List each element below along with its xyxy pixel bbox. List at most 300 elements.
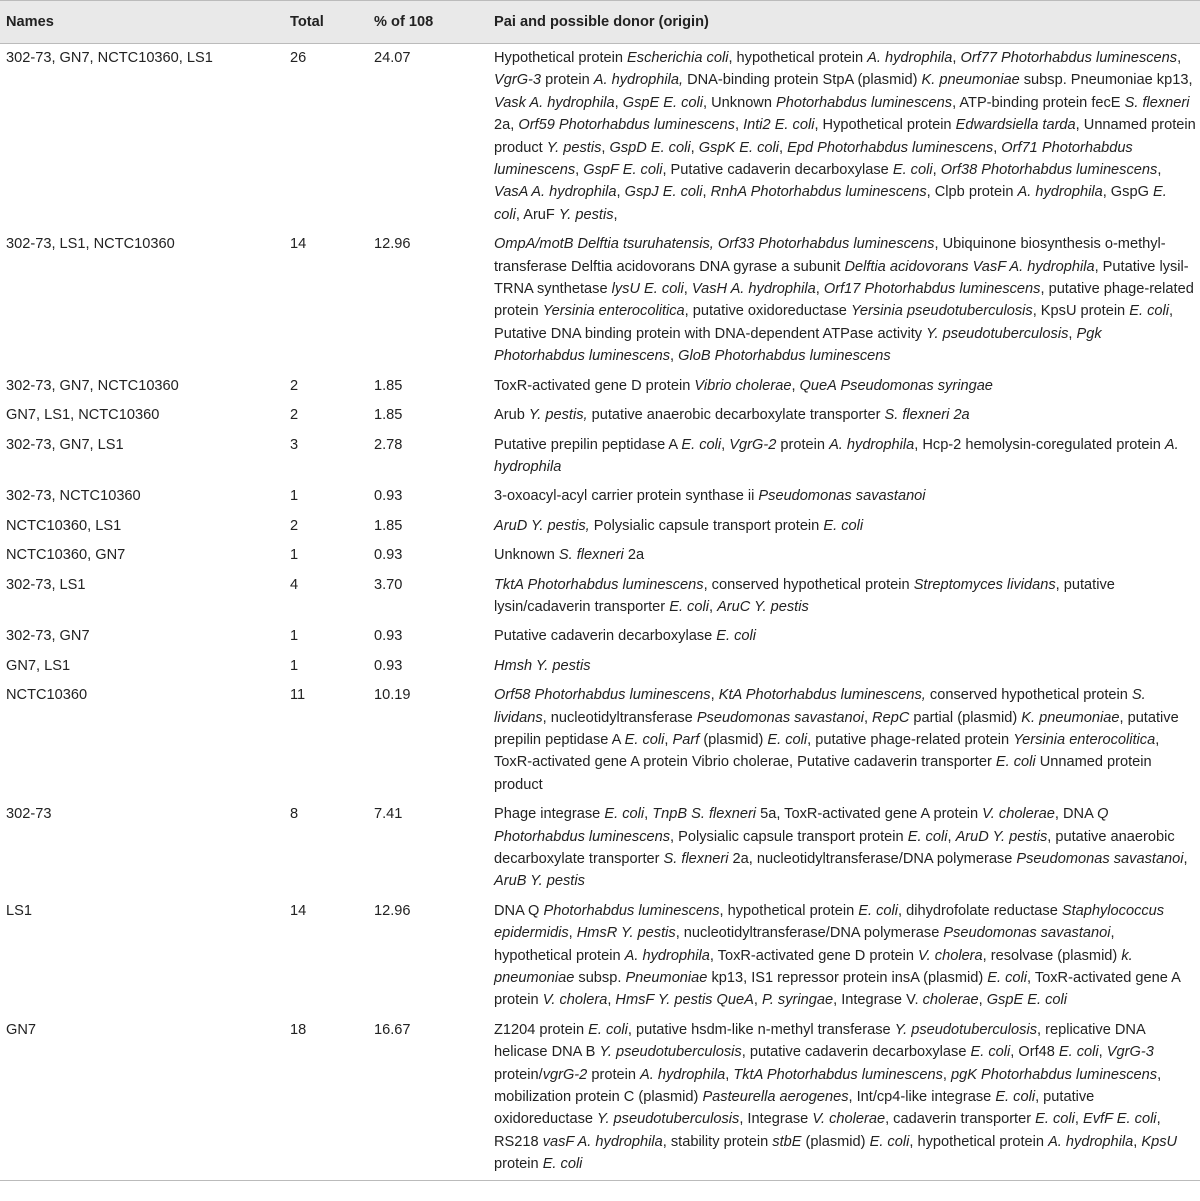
- italic-text: E. coli: [681, 436, 722, 453]
- text-segment: Z1204 protein: [494, 1021, 589, 1038]
- text-segment: Unnamed protein product: [494, 754, 1152, 793]
- italic-text: VgrG-2: [729, 436, 777, 453]
- italic-text: Y. pseudotuberculosis: [926, 325, 1069, 342]
- text-segment: protein: [587, 1066, 641, 1083]
- italic-text: E. coli: [1058, 1044, 1099, 1061]
- text-segment: Arub: [494, 407, 529, 424]
- italic-text: E. coli: [494, 184, 1167, 223]
- italic-text: P. syringae: [761, 992, 834, 1009]
- text-segment: , Hypothetical protein: [814, 117, 956, 134]
- table-row: [0, 1016, 1200, 1180]
- table-row: [0, 681, 1200, 800]
- italic-text: S. lividans: [494, 687, 1146, 726]
- italic-text: VasH A. hydrophila: [691, 281, 816, 298]
- italic-text: Vask A. hydrophila: [494, 94, 615, 111]
- italic-text: Pseudomonas savastanoi: [696, 709, 864, 726]
- italic-text: A. hydrophila: [494, 436, 1179, 475]
- italic-text: GspJ E. coli: [624, 184, 703, 201]
- italic-text: A. hydrophila: [1048, 1133, 1134, 1150]
- table-header-row: [0, 1, 1200, 44]
- table-row: [0, 800, 1200, 897]
- italic-text: Pgk Photorhabdus luminescens: [494, 325, 1102, 365]
- names-cell: NCTC10360, LS1: [6, 517, 122, 534]
- italic-text: Inti2 E. coli: [743, 117, 815, 134]
- italic-text: Q Photorhabdus luminescens: [494, 806, 1109, 845]
- italic-text: VasA A. hydrophila: [494, 184, 617, 201]
- total-cell: 11: [290, 687, 306, 704]
- italic-text: Escherichia coli: [627, 50, 729, 66]
- text-segment: , resolvase (plasmid): [982, 947, 1122, 964]
- italic-text: Yersinia pseudotuberculosis: [850, 303, 1033, 320]
- text-segment: , KpsU protein: [1032, 303, 1130, 320]
- text-segment: ,: [993, 139, 1002, 156]
- text-segment: , ToxR-activated gene A protein Vibrio cholerae, Putative cadaverin transporter: [494, 731, 1160, 771]
- text-segment: , GspG: [1102, 184, 1153, 201]
- italic-text: E. coli: [588, 1021, 628, 1038]
- header-total: Total: [284, 1, 368, 44]
- text-segment: , hypothetical protein: [719, 902, 859, 919]
- text-segment: ,: [670, 348, 679, 365]
- total-cell: 14: [290, 902, 307, 919]
- italic-text: GloB Photorhabdus luminescens: [678, 348, 891, 365]
- donor-cell: [488, 1016, 1200, 1180]
- text-segment: ,: [952, 50, 961, 66]
- italic-text: RepC: [872, 709, 910, 726]
- percent-cell: 10.19: [374, 687, 411, 704]
- text-segment: ,: [942, 1066, 951, 1083]
- names-cell: 302-73, GN7, NCTC10360: [6, 377, 179, 394]
- italic-text: GspE E. coli: [986, 992, 1067, 1009]
- italic-text: KpsU: [1141, 1133, 1178, 1150]
- total-cell: 26: [290, 50, 307, 66]
- text-segment: ,: [947, 828, 956, 845]
- text-segment: , RS218: [494, 1111, 1161, 1150]
- italic-text: E. coli: [716, 628, 757, 645]
- donor-cell: [488, 652, 1200, 681]
- italic-text: lysU E. coli: [611, 281, 684, 298]
- text-segment: Hypothetical protein: [494, 50, 628, 66]
- text-segment: ,: [791, 377, 800, 394]
- text-segment: ,: [815, 281, 824, 298]
- total-cell: 18: [284, 1016, 368, 1180]
- italic-text: Y. pestis: [546, 139, 602, 156]
- total-cell: 8: [290, 806, 299, 823]
- text-segment: ,: [725, 1066, 734, 1083]
- text-segment: ,: [1074, 1111, 1084, 1128]
- percent-cell: 1.85: [374, 407, 403, 424]
- italic-text: Edwardsiella tarda: [955, 117, 1076, 134]
- text-segment: putative anaerobic decarboxylate transporter: [587, 407, 885, 424]
- text-segment: (plasmid): [801, 1133, 870, 1150]
- table-row: [0, 512, 1200, 541]
- italic-text: E. coli: [669, 598, 709, 615]
- text-segment: , putative prepilin peptidase A: [494, 709, 1179, 748]
- text-segment: , cadaverin transporter: [885, 1111, 1036, 1128]
- italic-text: HmsF Y. pestis QueA: [615, 992, 754, 1009]
- italic-text: GspF E. coli: [583, 162, 663, 179]
- text-segment: , hypothetical protein: [728, 50, 868, 66]
- total-cell: 14: [290, 236, 307, 253]
- donor-cell: [488, 512, 1200, 541]
- text-segment: , Putative cadaverin decarboxylase: [662, 162, 893, 179]
- percent-cell: 0.93: [374, 547, 403, 564]
- text-segment: 3-oxoacyl-acyl carrier protein synthase ii: [494, 488, 759, 505]
- text-segment: subsp.: [574, 970, 626, 987]
- text-segment: ,: [690, 139, 699, 156]
- names-cell: 302-73, GN7, LS1: [6, 436, 124, 453]
- italic-text: Epd Photorhabdus luminescens: [787, 139, 994, 156]
- italic-text: Photorhabdus luminescens: [776, 94, 953, 111]
- text-segment: Putative prepilin peptidase A: [494, 436, 682, 453]
- italic-text: E. coli: [892, 162, 933, 179]
- text-segment: , Putative DNA binding protein with DNA-dependent ATPase activity: [494, 303, 1174, 342]
- italic-text: TnpB S. flexneri: [652, 806, 757, 823]
- text-segment: , putative lysin/cadaverin transporter: [494, 576, 1115, 615]
- text-segment: partial (plasmid): [909, 709, 1022, 726]
- names-cell: GN7, LS1, NCTC10360: [6, 407, 160, 424]
- italic-text: Vibrio cholerae: [694, 377, 792, 394]
- names-cell: 302-73, GN7: [6, 628, 90, 645]
- donor-cell: [488, 622, 1200, 651]
- text-segment: , nucleotidyltransferase/DNA polymerase: [675, 925, 944, 942]
- text-segment: Putative cadaverin decarboxylase: [494, 628, 717, 645]
- italic-text: Pasteurella aerogenes: [702, 1089, 849, 1106]
- text-segment: , mobilization protein C (plasmid): [494, 1066, 1162, 1106]
- text-segment: ,: [607, 992, 616, 1009]
- italic-text: GspD E. coli: [609, 139, 691, 156]
- italic-text: Staphylococcus epidermidis: [494, 902, 1165, 942]
- italic-text: vasF A. hydrophila: [542, 1133, 663, 1150]
- donor-cell: [488, 482, 1200, 511]
- names-cell: 302-73, LS1: [6, 576, 86, 593]
- total-cell: 3: [290, 436, 299, 453]
- table-row: [0, 571, 1200, 623]
- text-segment: DNA Q: [494, 902, 544, 919]
- header-names: Names: [0, 1, 284, 44]
- italic-text: A. hydrophila: [867, 50, 953, 66]
- percent-cell: 3.70: [374, 576, 403, 593]
- donor-cell: [488, 541, 1200, 570]
- text-segment: ,: [575, 162, 584, 179]
- text-segment: Phage integrase: [494, 806, 605, 823]
- names-cell: 302-73: [6, 806, 52, 823]
- italic-text: E. coli: [858, 902, 898, 919]
- text-segment: , Ubiquinone biosynthesis o-methyl-transferase Delftia acidovorans DNA gyrase a subunit: [494, 236, 1166, 275]
- text-segment: , putative phage-related protein: [494, 281, 1194, 320]
- table-row: [0, 230, 1200, 371]
- italic-text: AruB Y. pestis: [494, 873, 585, 890]
- text-segment: , putative hsdm-like n-methyl transferase: [627, 1021, 895, 1038]
- text-segment: , conserved hypothetical protein: [703, 576, 914, 593]
- text-segment: , putative oxidoreductase: [684, 303, 851, 320]
- italic-text: cholerae: [922, 992, 979, 1009]
- text-segment: , hypothetical protein: [494, 925, 1115, 964]
- italic-text: EvfF E. coli: [1083, 1111, 1157, 1128]
- italic-text: HmsR Y. pestis: [576, 925, 676, 942]
- text-segment: , ToxR-activated gene D protein: [709, 947, 919, 964]
- text-segment: ,: [664, 731, 673, 748]
- italic-text: VgrG-3: [494, 72, 542, 89]
- table-row: [0, 482, 1200, 511]
- text-segment: , Unknown: [703, 94, 777, 111]
- italic-text: AruC Y. pestis: [717, 598, 809, 615]
- text-segment: , Unnamed protein product: [494, 117, 1196, 156]
- italic-text: E. coli: [1129, 303, 1169, 320]
- italic-text: E. coli: [970, 1044, 1011, 1061]
- text-segment: , AruF: [515, 206, 559, 223]
- text-segment: (plasmid): [699, 731, 768, 748]
- text-segment: ,: [613, 206, 618, 223]
- italic-text: Y. pseudotuberculosis: [597, 1111, 740, 1128]
- italic-text: E. coli: [604, 806, 645, 823]
- italic-text: E. coli: [995, 754, 1036, 771]
- text-segment: ,: [1098, 1044, 1107, 1061]
- text-segment: ,: [708, 598, 718, 615]
- italic-text: E. coli: [823, 517, 864, 534]
- names-cell: GN7: [0, 1016, 284, 1180]
- text-segment: ToxR-activated gene D protein: [494, 377, 695, 394]
- names-cell: GN7, LS1: [6, 657, 71, 674]
- text-segment: , Orf48: [1010, 1044, 1059, 1061]
- text-segment: ,: [734, 117, 744, 134]
- italic-text: k. pneumoniae: [494, 947, 1133, 987]
- text-segment: , Int/cp4-like integrase: [848, 1089, 996, 1106]
- italic-text: Orf38 Photorhabdus luminescens: [940, 162, 1158, 179]
- text-segment: ,: [1068, 325, 1077, 342]
- table-row: [0, 622, 1200, 651]
- text-segment: , Polysialic capsule transport protein: [670, 828, 908, 845]
- italic-text: S. flexneri: [558, 547, 624, 564]
- names-cell: 302-73, NCTC10360: [6, 488, 141, 505]
- percent-cell: 1.85: [374, 517, 403, 534]
- italic-text: Photorhabdus luminescens: [543, 902, 720, 919]
- total-cell: 1: [290, 547, 299, 564]
- italic-text: QueA Pseudomonas syringae: [799, 377, 993, 394]
- text-segment: , Integrase V.: [833, 992, 923, 1009]
- text-segment: , putative cadaverin decarboxylase: [741, 1044, 971, 1061]
- italic-text: S. flexneri 2a: [884, 407, 970, 424]
- italic-text: Yersinia enterocolitica: [1013, 731, 1156, 748]
- italic-text: E. coli: [995, 1089, 1036, 1106]
- names-cell: NCTC10360, GN7: [6, 547, 126, 564]
- text-segment: ,: [601, 139, 610, 156]
- text-segment: , putative anaerobic decarboxylate transporter: [494, 828, 1175, 867]
- italic-text: E. coli: [869, 1133, 910, 1150]
- total-cell: 1: [290, 657, 299, 674]
- table-body: [0, 44, 1200, 1181]
- donor-cell: [488, 230, 1200, 371]
- total-cell: 2: [290, 377, 299, 394]
- italic-text: S. flexneri: [1124, 94, 1190, 111]
- italic-text: Orf77 Photorhabdus luminescens: [960, 50, 1178, 66]
- percent-cell: 0.93: [374, 628, 403, 645]
- text-segment: , dihydrofolate reductase: [898, 902, 1062, 919]
- text-segment: protein/: [494, 1066, 543, 1083]
- italic-text: K. pneumoniae: [1021, 709, 1120, 726]
- italic-text: A. hydrophila: [1017, 184, 1103, 201]
- text-segment: kp13, IS1 repressor protein insA (plasmid): [707, 970, 988, 987]
- text-segment: , stability protein: [662, 1133, 773, 1150]
- text-segment: Polysialic capsule transport protein: [589, 517, 824, 534]
- text-segment: ,: [616, 184, 625, 201]
- italic-text: V. cholerae: [982, 806, 1055, 823]
- text-segment: ,: [721, 436, 730, 453]
- text-segment: protein: [776, 436, 830, 453]
- italic-text: Pneumoniae: [625, 970, 708, 987]
- italic-text: Orf58 Photorhabdus luminescens: [494, 687, 711, 704]
- italic-text: A. hydrophila: [829, 436, 915, 453]
- italic-text: Yersinia enterocolitica: [542, 303, 685, 320]
- italic-text: GspK E. coli: [698, 139, 779, 156]
- italic-text: V. cholera: [542, 992, 608, 1009]
- total-cell: 1: [290, 488, 299, 505]
- italic-text: OmpA/motB Delftia tsuruhatensis, Orf33 Photorhabdus luminescens: [494, 236, 935, 253]
- text-segment: ,: [1133, 1133, 1142, 1150]
- percent-cell: 12.96: [374, 902, 411, 919]
- donor-cell: [488, 897, 1200, 1016]
- percent-cell: 0.93: [374, 657, 403, 674]
- italic-text: A. hydrophila,: [593, 72, 684, 89]
- percent-cell: 1.85: [374, 377, 403, 394]
- text-segment: , hypothetical protein: [909, 1133, 1049, 1150]
- percent-cell: 2.78: [374, 436, 403, 453]
- names-cell: LS1: [6, 902, 32, 919]
- italic-text: S. flexneri: [663, 851, 729, 867]
- italic-text: VgrG-3: [1106, 1044, 1154, 1061]
- italic-text: Y. pseudotuberculosis: [894, 1021, 1037, 1038]
- text-segment: ,: [614, 94, 623, 111]
- total-cell: 4: [290, 576, 299, 593]
- text-segment: conserved hypothetical protein: [925, 687, 1132, 704]
- text-segment: , nucleotidyltransferase: [542, 709, 697, 726]
- table-row: [0, 897, 1200, 1016]
- text-segment: ,: [683, 281, 692, 298]
- italic-text: Pseudomonas savastanoi: [1016, 851, 1184, 867]
- table-row: [0, 44, 1200, 231]
- text-segment: ,: [1157, 162, 1162, 179]
- text-segment: ,: [702, 184, 711, 201]
- text-segment: protein: [494, 1156, 543, 1173]
- header-donor: Pai and possible donor (origin): [488, 1, 1200, 44]
- text-segment: , Integrase: [739, 1111, 813, 1128]
- italic-text: Orf71 Photorhabdus luminescens: [494, 139, 1133, 179]
- text-segment: protein: [541, 72, 594, 89]
- text-segment: ,: [753, 992, 762, 1009]
- italic-text: A. hydrophila: [640, 1066, 726, 1083]
- text-segment: , Clpb protein: [926, 184, 1018, 201]
- donor-cell: [488, 571, 1200, 623]
- text-segment: DNA-binding protein StpA (plasmid): [683, 72, 922, 89]
- text-segment: ,: [1183, 851, 1188, 867]
- text-segment: ,: [710, 687, 719, 704]
- italic-text: Streptomyces lividans: [913, 576, 1056, 593]
- italic-text: KtA Photorhabdus luminescens,: [718, 687, 926, 704]
- italic-text: pgK Photorhabdus luminescens: [951, 1066, 1158, 1083]
- text-segment: ,: [863, 709, 873, 726]
- italic-text: K. pneumoniae: [921, 72, 1020, 89]
- italic-text: RnhA Photorhabdus luminescens: [710, 184, 927, 201]
- names-cell: NCTC10360: [6, 687, 88, 704]
- text-segment: 2a, nucleotidyltransferase/DNA polymerase: [728, 851, 1017, 867]
- donor-cell: [488, 681, 1200, 800]
- table-row: [0, 401, 1200, 430]
- italic-text: E. coli: [767, 731, 808, 748]
- text-segment: subsp. Pneumoniae kp13,: [1019, 72, 1193, 89]
- text-segment: , ToxR-activated gene A protein: [494, 970, 1181, 1009]
- italic-text: E. coli: [987, 970, 1027, 987]
- italic-text: E. coli: [1035, 1111, 1075, 1128]
- percent-cell: 12.96: [374, 236, 411, 253]
- italic-text: Orf17 Photorhabdus luminescens: [823, 281, 1041, 298]
- italic-text: Pseudomonas savastanoi: [758, 488, 926, 505]
- text-segment: , ATP-binding protein fecE: [952, 94, 1125, 111]
- text-segment: 5a, ToxR-activated gene A protein: [756, 806, 983, 823]
- text-segment: 2a,: [494, 117, 519, 134]
- italic-text: AruD Y. pestis: [955, 828, 1048, 845]
- italic-text: V. cholerae: [812, 1111, 886, 1128]
- italic-text: stbE: [772, 1133, 802, 1150]
- text-segment: , Hcp-2 hemolysin-coregulated protein: [914, 436, 1165, 453]
- italic-text: AruD Y. pestis,: [494, 517, 590, 534]
- italic-text: A. hydrophila: [624, 947, 710, 964]
- italic-text: Parf: [672, 731, 700, 748]
- text-segment: ,: [978, 992, 987, 1009]
- italic-text: TktA Photorhabdus luminescens: [494, 576, 704, 593]
- italic-text: Pseudomonas savastanoi: [943, 925, 1111, 942]
- percent-cell: 24.07: [374, 50, 411, 66]
- text-segment: , putative phage-related protein: [807, 731, 1014, 748]
- text-segment: Unknown: [494, 547, 559, 564]
- text-segment: , putative oxidoreductase: [494, 1089, 1095, 1128]
- text-segment: ,: [568, 925, 577, 942]
- names-cell: 302-73, LS1, NCTC10360: [6, 236, 175, 253]
- italic-text: Y. pestis: [558, 206, 614, 223]
- text-segment: ,: [1177, 50, 1182, 66]
- italic-text: Delftia acidovorans VasF A. hydrophila: [844, 258, 1095, 275]
- italic-text: Y. pseudotuberculosis: [599, 1044, 742, 1061]
- italic-text: V. cholera: [918, 947, 983, 964]
- italic-text: GspE E. coli: [622, 94, 704, 111]
- donor-cell: [488, 800, 1200, 897]
- total-cell: 2: [290, 517, 299, 534]
- italic-text: TktA Photorhabdus luminescens: [733, 1066, 943, 1083]
- italic-text: vgrG-2: [542, 1066, 588, 1083]
- header-percent: % of 108: [368, 1, 488, 44]
- table-row: [0, 541, 1200, 570]
- percent-cell: 0.93: [374, 488, 403, 505]
- italic-text: Hmsh Y. pestis: [494, 657, 591, 674]
- donor-cell: [488, 401, 1200, 430]
- table-row: [0, 652, 1200, 681]
- text-segment: ,: [644, 806, 653, 823]
- italic-text: E. coli: [907, 828, 948, 845]
- italic-text: Y. pestis,: [528, 407, 588, 424]
- text-segment: , Putative lysil-TRNA synthetase: [494, 258, 1189, 298]
- italic-text: E. coli: [542, 1156, 583, 1173]
- names-cell: 302-73, GN7, NCTC10360, LS1: [6, 50, 213, 66]
- table-row: [0, 372, 1200, 401]
- donor-cell: [488, 372, 1200, 401]
- donor-cell: [488, 431, 1200, 483]
- text-segment: , DNA: [1054, 806, 1098, 823]
- text-segment: , replicative DNA helicase DNA B: [494, 1021, 1145, 1061]
- italic-text: Orf59 Photorhabdus luminescens: [518, 117, 735, 134]
- text-segment: ,: [779, 139, 788, 156]
- text-segment: ,: [932, 162, 941, 179]
- total-cell: 1: [290, 628, 299, 645]
- total-cell: 2: [290, 407, 299, 424]
- donor-cell: [488, 44, 1200, 231]
